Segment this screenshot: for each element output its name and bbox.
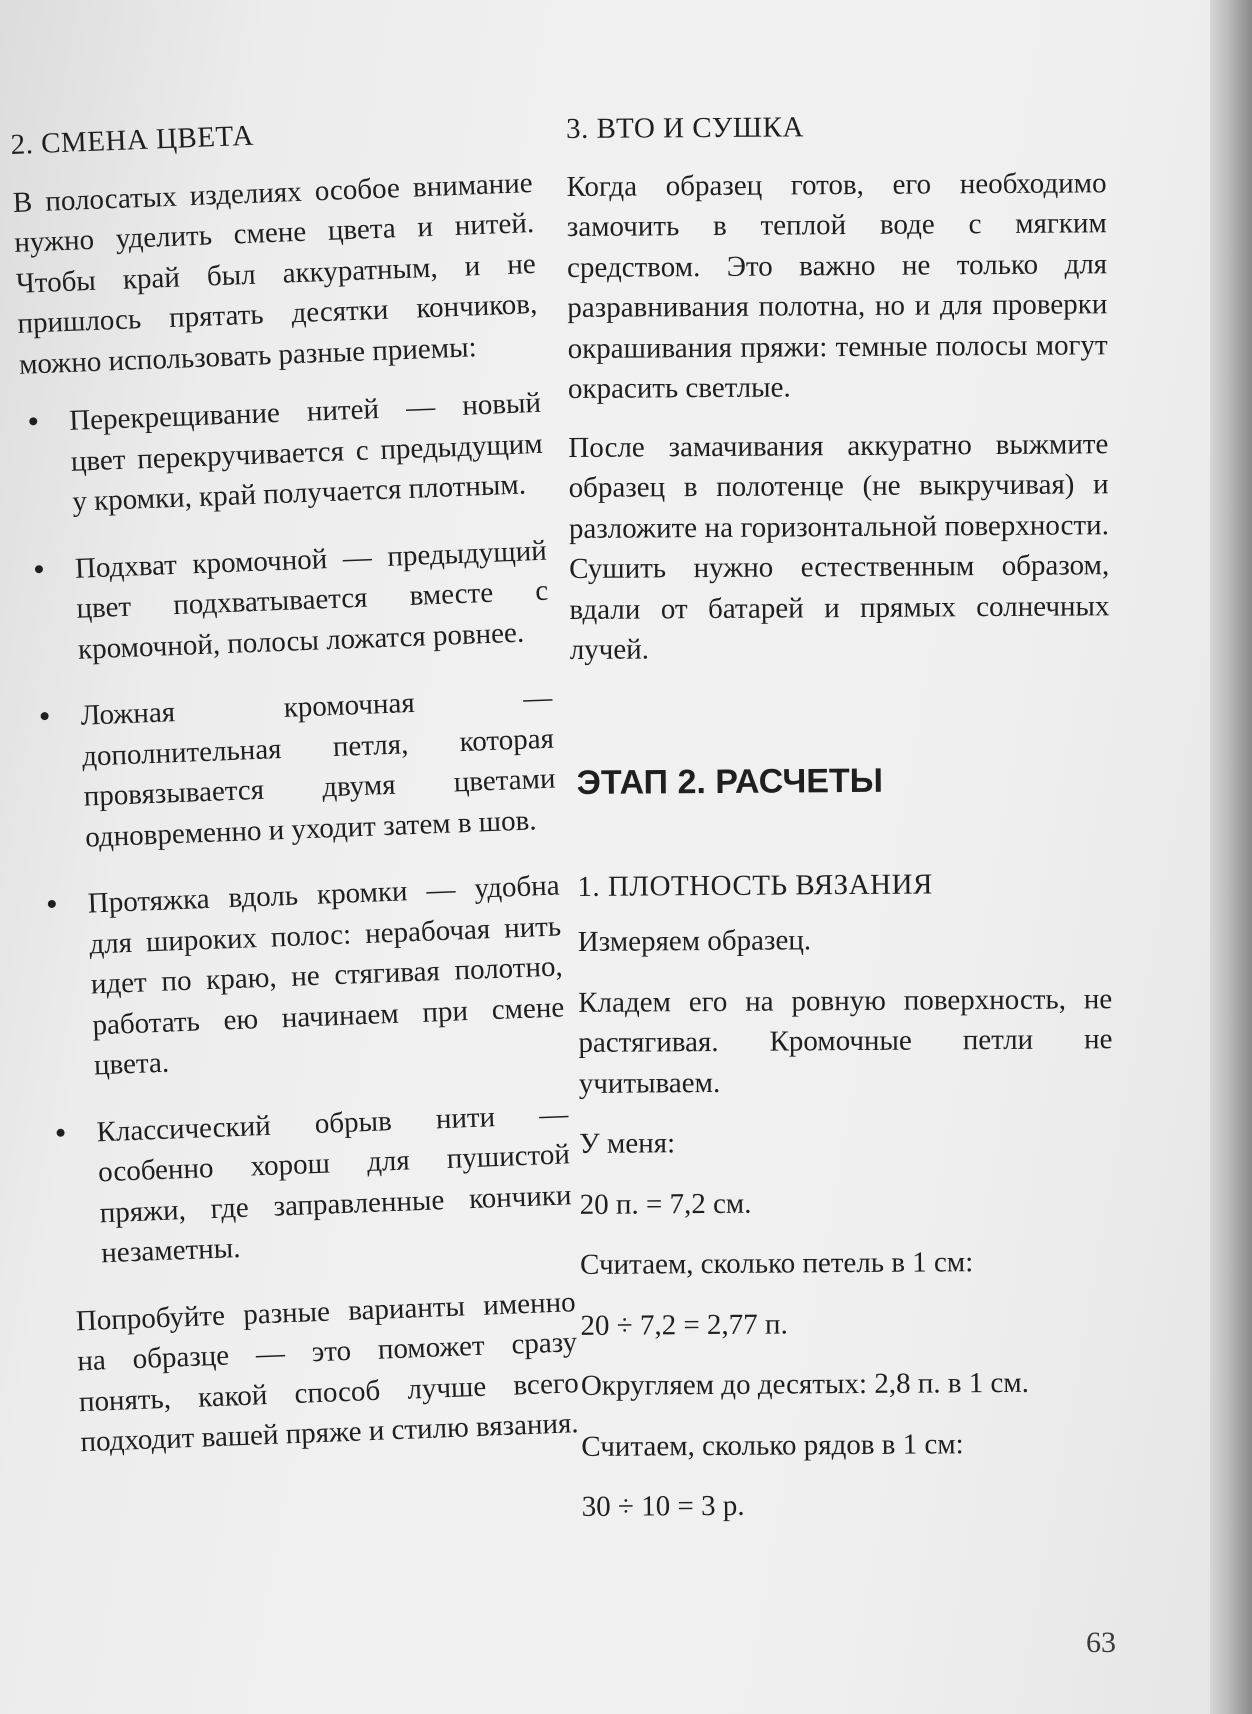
outro-paragraph: Попробуйте разные варианты именно на образце — это поможет сразу понять, какой способ лучше всего подходит вашей пряже и стилю вязания. xyxy=(75,1285,580,1459)
list-item xyxy=(21,383,545,524)
calc-line: 20 п. = 7,2 см. xyxy=(579,1187,752,1221)
technique-list xyxy=(21,383,574,1276)
list-item-text: Ложная кромочная — дополнительная петля, которая провязывается двумя цветами одновременно и уходит затем в шов. xyxy=(80,681,557,854)
measure-intro: Измеряем образец. xyxy=(577,924,812,959)
section-heading-color-change: 2. СМЕНА ЦВЕТА xyxy=(10,119,255,161)
bullet-icon xyxy=(40,712,48,720)
calc-line: У меня: xyxy=(579,1127,676,1161)
bullet-icon xyxy=(35,565,43,573)
section-heading-wet-finishing: 3. ВТО И СУШКА xyxy=(566,111,804,145)
intro-paragraph: В полосатых изделиях особое внимание нужно уделить смене цвета и нитей. Чтобы край был аккуратным, и не пришлось прятать десятки кончиков, можно использовать разные приемы: xyxy=(12,166,538,381)
calc-line: Считаем, сколько петель в 1 см: xyxy=(579,1246,974,1282)
list-item xyxy=(26,531,550,672)
paragraph-drying: После замачивания аккуратно выжмите образец в полотенце (не выкручивая) и разложите на горизонтальной поверхности. Сушить нужно естественным образом, вдали от батарей и прямых солнечных лучей. xyxy=(568,428,1110,667)
book-edge xyxy=(1210,0,1252,1714)
bullet-icon xyxy=(29,417,37,425)
calculation-block xyxy=(572,919,1116,1528)
list-item-text: Перекрещивание нитей — новый цвет перекручивается с предыдущим у кромки, край получается плотным. xyxy=(68,387,544,519)
right-column xyxy=(566,108,1116,1548)
list-item xyxy=(32,678,558,860)
paragraph-soaking: Когда образец готов, его необходимо замочить в теплой воде с мягким средством. Это важно не только для разравнивания полотна, но и для проверки окрашивания пряжи: темные полосы могут окрасить светлые. xyxy=(566,167,1108,406)
left-column xyxy=(10,108,581,1464)
list-item xyxy=(48,1094,574,1276)
list-item-text: Подхват кромочной — предыдущий цвет подхватывается вместе с кромочной, полосы ложатся ровнее. xyxy=(74,534,549,666)
stage-title: ЭТАП 2. РАСЧЕТЫ xyxy=(576,761,884,802)
calc-line: Считаем, сколько рядов в 1 см: xyxy=(581,1428,964,1463)
list-item-text: Классический обрыв нити — особенно хорош для пушистой пряжи, где заправленные кончики незаметны. xyxy=(95,1098,572,1270)
list-item-text: Протяжка вдоль кромки — удобна для широких полос: нерабочая нить идет по краю, не стягивая полотно, работать ею начинаем при смене цвета. xyxy=(87,869,565,1082)
page-number: 63 xyxy=(1086,1626,1116,1659)
measure-description: Кладем его на ровную поверхность, не растягивая. Кромочные петли не учитываем. xyxy=(578,983,1113,1100)
calc-line: 30 ÷ 10 = 3 р. xyxy=(581,1490,745,1524)
list-item xyxy=(39,866,566,1088)
calc-line: 20 ÷ 7,2 = 2,77 п. xyxy=(580,1308,788,1342)
calc-line: Округляем до десятых: 2,8 п. в 1 см. xyxy=(580,1367,1030,1403)
bullet-icon xyxy=(56,1128,64,1136)
bullet-icon xyxy=(48,900,56,908)
subheading-gauge: 1. ПЛОТНОСТЬ ВЯЗАНИЯ xyxy=(577,868,933,903)
